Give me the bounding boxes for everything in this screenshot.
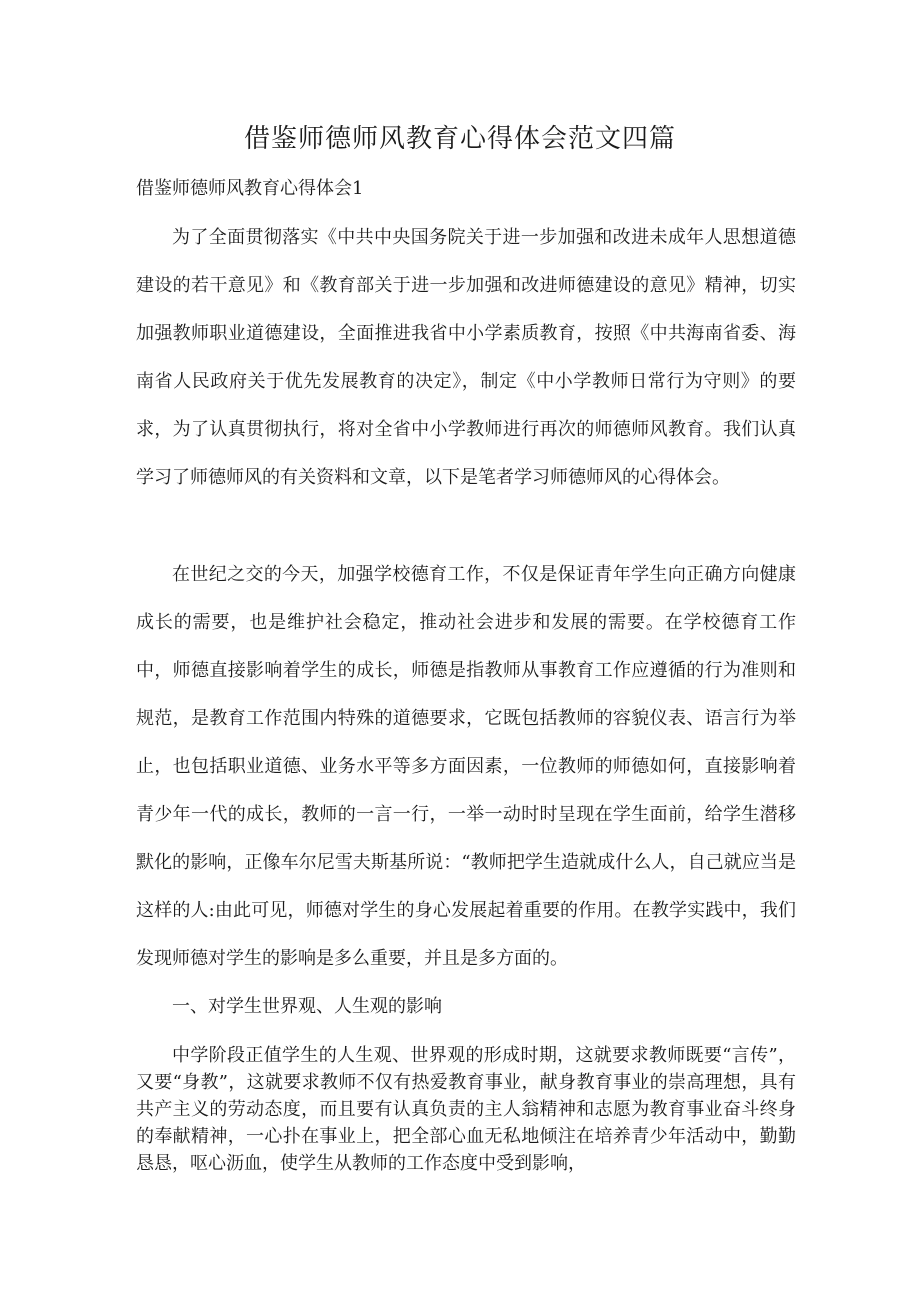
section-subtitle: 借鉴师德师风教育心得体会1 [136, 178, 364, 199]
paragraph-2: 在世纪之交的今天，加强学校德育工作，不仅是保证青年学生向正确方向健康成长的需要，也是维护社会稳定，推动社会进步和发展的需要。在学校德育工作中，师德直接影响着学生的成长，师德是指教师从事教育工作应遵循的行为准则和规范，是教育工作范围内特殊的道德要求，它既包括教师的容貌仪表、语言行为举止，也包括职业道德、业务水平等多方面因素，一位教师的师德如何，直接影响着青少年一代的成长，教师的一言一行，一举一动时时呈现在学生面前，给学生潜移默化的影响，正像车尔尼雪夫斯基所说：“教师把学生造就成什么人，自己就应当是这样的人:由此可见，师德对学生的身心发展起着重要的作用。在教学实践中，我们发现师德对学生的影响是多么重要，并且是多方面的。 [136, 564, 796, 969]
paragraph-1: 为了全面贯彻落实《中共中央国务院关于进一步加强和改进未成年人思想道德建设的若干意见》和《教育部关于进一步加强和改进师德建设的意见》精神，切实加强教师职业道德建设，全面推进我省中小学素质教育，按照《中共海南省委、海南省人民政府关于优先发展教育的决定》，制定《中小学教师日常行为守则》的要求，为了认真贯彻执行，将对全省中小学教师进行再次的师德师风教育。我们认真学习了师德师风的有关资料和文章，以下是笔者学习师德师风的心得体会。 [136, 227, 796, 488]
document-title: 借鉴师德师风教育心得体会范文四篇 [243, 124, 676, 154]
paragraph-3: 中学阶段正值学生的人生观、世界观的形成时期，这就要求教师既要“言传”，又要“身教”，这就要求教师不仅有热爱教育事业，献身教育事业的崇高理想，具有共产主义的劳动态度，而且要有认真负责的主人翁精神和志愿为教育事业奋斗终身的奉献精神，一心扑在事业上，把全部心血无私地倾注在培养青少年活动中，勤勤恳恳，呕心沥血，使学生从教师的工作态度中受到影响， [136, 1045, 796, 1174]
section-heading: 一、对学生世界观、人生观的影响 [172, 996, 442, 1017]
